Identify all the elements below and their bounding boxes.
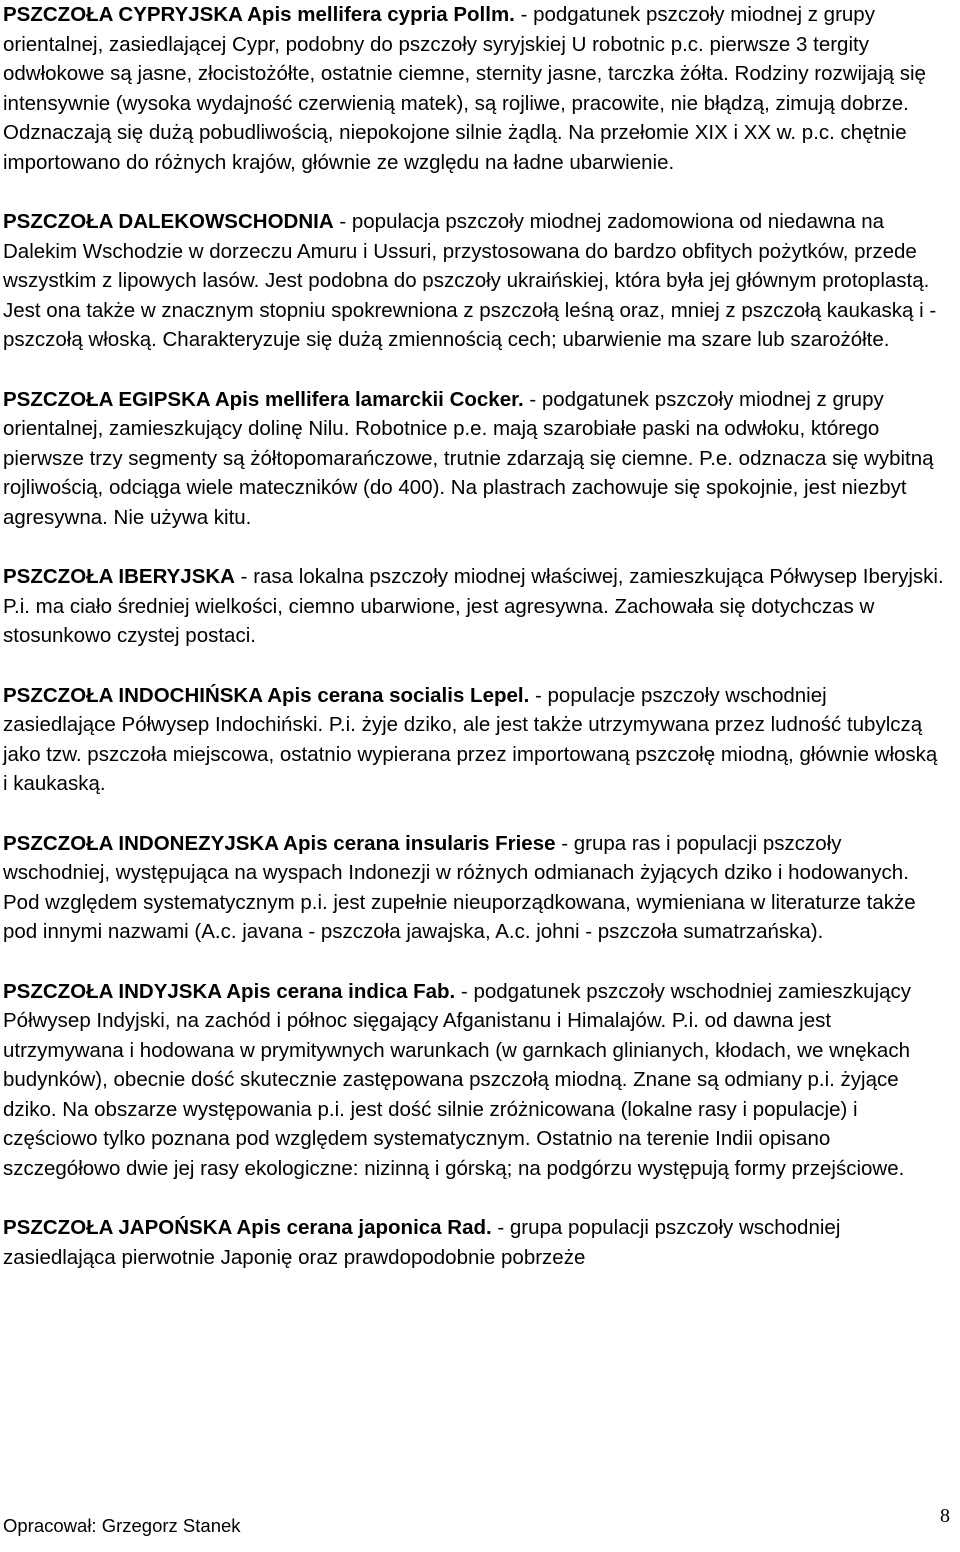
- entry-text: - rasa lokalna pszczoły miodnej właściwej, zamieszkująca Półwysep Iberyjski. P.i. ma ciało średniej wielkości, ciemno ubarwione, jest agresywna. Zachowała się dotychczas w stosunkowo czystej postaci.: [3, 565, 944, 647]
- entry-egipska: [3, 385, 945, 533]
- page-footer: [0, 1505, 960, 1545]
- entry-japonska: [3, 1213, 945, 1272]
- entry-text: - grupa populacji pszczoły wschodniej zasiedlająca pierwotnie Japonię oraz prawdopodobnie pobrzeże: [3, 1216, 841, 1269]
- entry-text: - podgatunek pszczoły miodnej z grupy orientalnej, zasiedlającej Cypr, podobny do pszczoły syryjskiej U robotnic p.c. pierwsze 3 tergity odwłokowe są jasne, złocistożółte, ostatnie ciemne, sternity jasne, tarczka żółta. Rodziny rozwijają się intensywnie (wysoka wydajność czerwienią matek), są rojliwe, pracowite, nie błądzą, zimują dobrze. Odznaczają się dużą pobudliwością, niepokojone silnie żądlą. Na przełomie XIX i XX w. p.c. chętnie importowano do różnych krajów, głównie ze względu na ładne ubarwienie.: [3, 3, 926, 174]
- entry-text: - podgatunek pszczoły wschodniej zamieszkujący Półwysep Indyjski, na zachód i północ sięgający Afganistanu i Himalajów. P.i. od dawna jest utrzymywana i hodowana w prymitywnych warunkach (w garnkach glinianych, kłodach, we wnękach budynków), obecnie dość skutecznie zastępowana pszczołą miodną. Znane są odmiany p.i. żyjące dziko. Na obszarze występowania p.i. jest dość silnie zróżnicowana (lokalne rasy i populacje) i częściowo tylko poznana pod względem systematycznym. Ostatnio na terenie Indii opisano szczegółowo dwie jej rasy ekologiczne: nizinną i górską; na podgórzu występują formy przejściowe.: [3, 979, 912, 1180]
- entry-heading: PSZCZOŁA IBERYJSKA: [3, 565, 235, 588]
- entry-dalekowschodnia: [3, 207, 945, 355]
- entry-heading: PSZCZOŁA CYPRYJSKA Apis mellifera cypria Pollm.: [3, 3, 515, 26]
- entry-heading: PSZCZOŁA INDONEZYJSKA Apis cerana insularis Friese: [3, 831, 556, 855]
- entry-indyjska: [3, 977, 945, 1184]
- entry-text: - populacje pszczoły wschodniej zasiedlające Półwysep Indochiński. P.i. żyje dziko, ale jest także utrzymywana przez ludność tubylczą jako tzw. pszczoła miejscowa, ostatnio wypierana przez importowaną pszczołę miodną, głównie włoską i kaukaską.: [3, 683, 938, 795]
- entry-indochinska: [3, 681, 945, 799]
- document-body: [3, 0, 945, 1302]
- entry-heading: PSZCZOŁA JAPOŃSKA Apis cerana japonica Rad.: [3, 1216, 492, 1239]
- entry-indonezyjska: [3, 829, 945, 947]
- entry-cypryjska: [3, 0, 945, 177]
- entry-heading: PSZCZOŁA INDOCHIŃSKA Apis cerana socialis Lepel.: [3, 683, 530, 707]
- entry-iberyjska: [3, 562, 945, 651]
- entry-heading: PSZCZOŁA EGIPSKA Apis mellifera lamarckii Cocker.: [3, 387, 524, 411]
- footer-author: Opracował: Grzegorz Stanek: [3, 1515, 241, 1536]
- entry-heading: PSZCZOŁA INDYJSKA Apis cerana indica Fab.: [3, 979, 456, 1003]
- entry-heading: PSZCZOŁA DALEKOWSCHODNIA: [3, 210, 334, 233]
- entry-text: - podgatunek pszczoły miodnej z grupy orientalnej, zamieszkujący dolinę Nilu. Robotnice p.e. mają szarobiałe paski na odwłoku, którego pierwsze trzy segmenty są żółtopomarańczowe, trutnie zdarzają się ciemne. P.e. odznacza się wybitną rojliwością, odciąga wiele mateczników (do 400). Na plastrach zachowuje się spokojnie, jest niezbyt agresywna. Nie używa kitu.: [3, 387, 934, 529]
- page-number: 8: [940, 1505, 950, 1527]
- entry-text: - grupa ras i populacji pszczoły wschodniej, występująca na wyspach Indonezji w różnych odmianach żyjących dziko i hodowanych. Pod względem systematycznym p.i. jest zupełnie nieuporządkowana, wymieniana w literaturze także pod innymi nazwami (A.c. javana - pszczoła jawajska, A.c. johni - pszczoła sumatrzańska).: [3, 831, 916, 943]
- entry-text: - populacja pszczoły miodnej zadomowiona od niedawna na Dalekim Wschodzie w dorzeczu Amuru i Ussuri, przystosowana do bardzo obfitych pożytków, przede wszystkim z lipowych lasów. Jest podobna do pszczoły ukraińskiej, która była jej głównym protoplastą. Jest ona także w znacznym stopniu spokrewniona z pszczołą leśną oraz, mniej z pszczołą kaukaską i - pszczołą włoską. Charakteryzuje się dużą zmiennością cech; ubarwienie ma szare lub szarożółte.: [3, 210, 937, 351]
